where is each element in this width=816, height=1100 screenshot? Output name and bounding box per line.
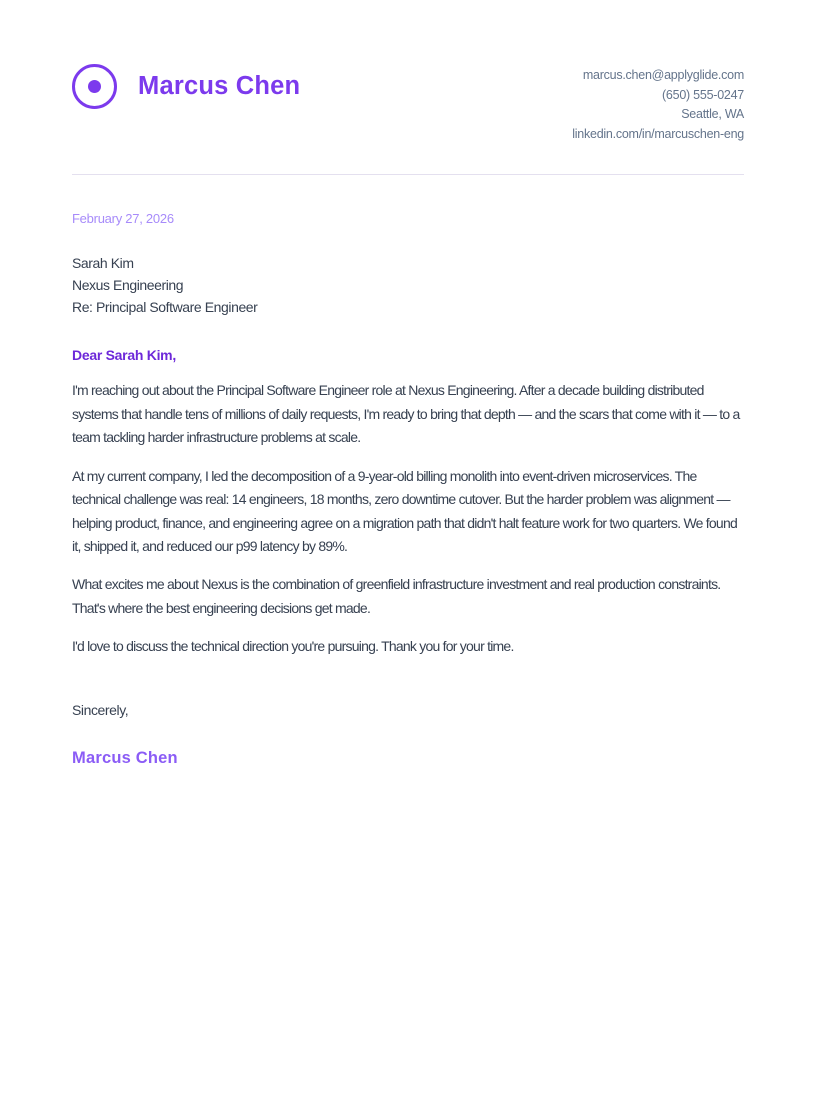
recipient-company: Nexus Engineering xyxy=(72,277,184,294)
recipient-block xyxy=(72,253,744,318)
letter-header xyxy=(72,64,744,144)
logo-dot xyxy=(88,80,101,93)
recipient-name: Sarah Kim xyxy=(72,255,134,272)
letter-body xyxy=(72,211,744,767)
contact-linkedin: linkedin.com/in/marcuschen-eng xyxy=(572,126,744,141)
sender-name: Marcus Chen xyxy=(138,72,301,100)
dot-circle-icon xyxy=(72,64,117,109)
signature-name: Marcus Chen xyxy=(72,748,178,767)
brand xyxy=(72,64,300,109)
header-divider xyxy=(72,174,744,175)
contact-phone: (650) 555-0247 xyxy=(662,87,744,102)
contact-location: Seattle, WA xyxy=(681,107,744,122)
greeting: Dear Sarah Kim, xyxy=(72,347,176,364)
contact-email: marcus.chen@applyglide.com xyxy=(582,68,744,82)
recipient-re-line: Re: Principal Software Engineer xyxy=(72,298,258,315)
body-paragraph-1: I'm reaching out about the Principal Software Engineer role at Nexus Engineering. After a decade building distributed systems that handle tens of millions of daily requests, I'm ready to bring that depth — and the scars that come with it — to a team tackling harder infrastructure problems at scale. xyxy=(72,382,740,446)
contact-info xyxy=(572,64,744,144)
letter-date: February 27, 2026 xyxy=(72,211,174,227)
body-paragraph-3: What excites me about Nexus is the combination of greenfield infrastructure investment and real production constraints. That's where the best engineering decisions get made. xyxy=(72,576,721,616)
closing: Sincerely, xyxy=(72,701,129,718)
body-paragraph-2: At my current company, I led the decomposition of a 9-year-old billing monolith into event-driven microservices. The technical challenge was real: 14 engineers, 18 months, zero downtime cutover. But the harder problem was alignment — helping product, finance, and engineering agree on a migration path that didn't halt feature work for two quarters. We found it, shipped it, and reduced our p99 latency by 89%. xyxy=(72,467,737,554)
body-paragraph-4: I'd love to discuss the technical direction you're pursuing. Thank you for your time. xyxy=(72,638,514,655)
